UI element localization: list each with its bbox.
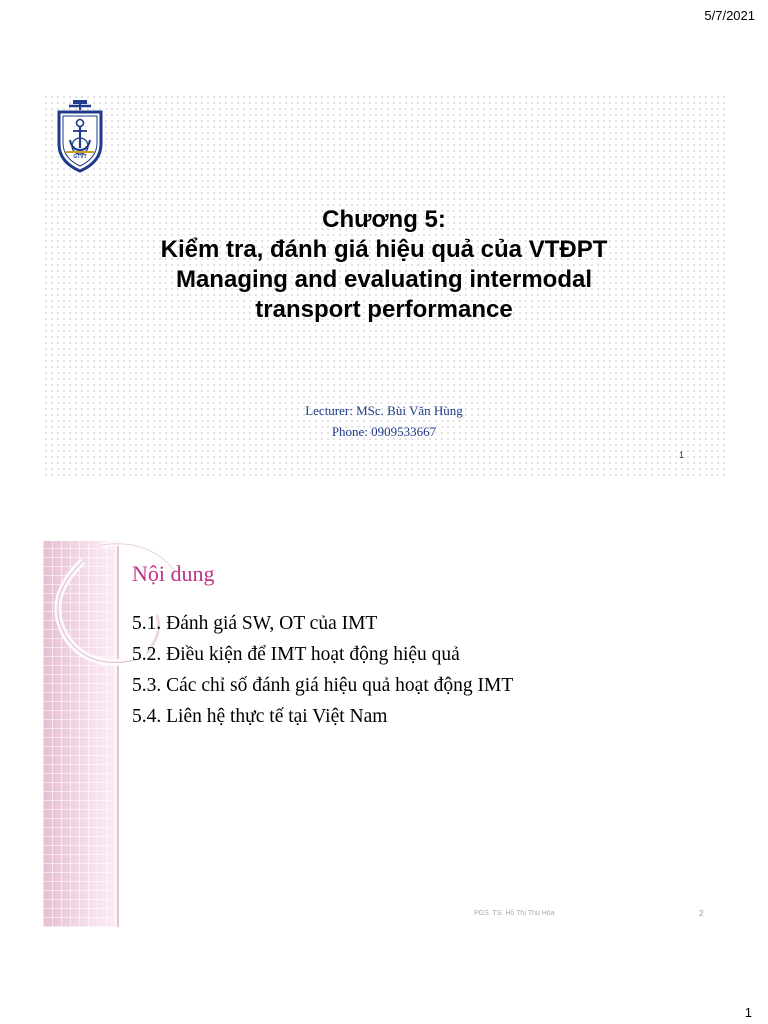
title-line: Managing and evaluating intermodal — [175, 266, 593, 293]
slide-2-heading: Nội dung — [132, 561, 215, 586]
slide-2-number: 2 — [699, 909, 704, 918]
slide-1 — [43, 94, 725, 478]
page-date: 5/7/2021 — [704, 8, 755, 23]
list-item: 5.2. Điều kiện để IMT hoạt động hiệu quả — [132, 644, 460, 665]
title-line: Chương 5: — [322, 206, 446, 233]
slide-1-number: 1 — [679, 450, 685, 460]
page-number: 1 — [744, 1005, 752, 1020]
lecturer-info — [43, 400, 725, 442]
svg-text:GTVT: GTVT — [73, 154, 87, 160]
slide-2 — [43, 541, 727, 927]
lecturer-phone: Phone: 0909533667 — [331, 424, 437, 439]
title-line: Kiểm tra, đánh giá hiệu quả của VTĐPT — [160, 236, 608, 263]
title-line: transport performance — [255, 296, 513, 323]
list-item: 5.4. Liên hệ thực tế tại Việt Nam — [132, 706, 388, 727]
list-item: 5.3. Các chỉ số đánh giá hiệu quả hoạt động IMT — [132, 675, 514, 696]
lecturer-name: Lecturer: MSc. Bùi Văn Hùng — [305, 403, 463, 418]
slide-2-footer: PGS. TS. Hồ Thị Thu Hòa — [474, 910, 555, 917]
list-item: 5.1. Đánh giá SW, OT của IMT — [132, 613, 378, 634]
university-crest-icon — [51, 100, 109, 174]
slide-1-title — [43, 205, 725, 325]
topic-list — [132, 608, 513, 732]
